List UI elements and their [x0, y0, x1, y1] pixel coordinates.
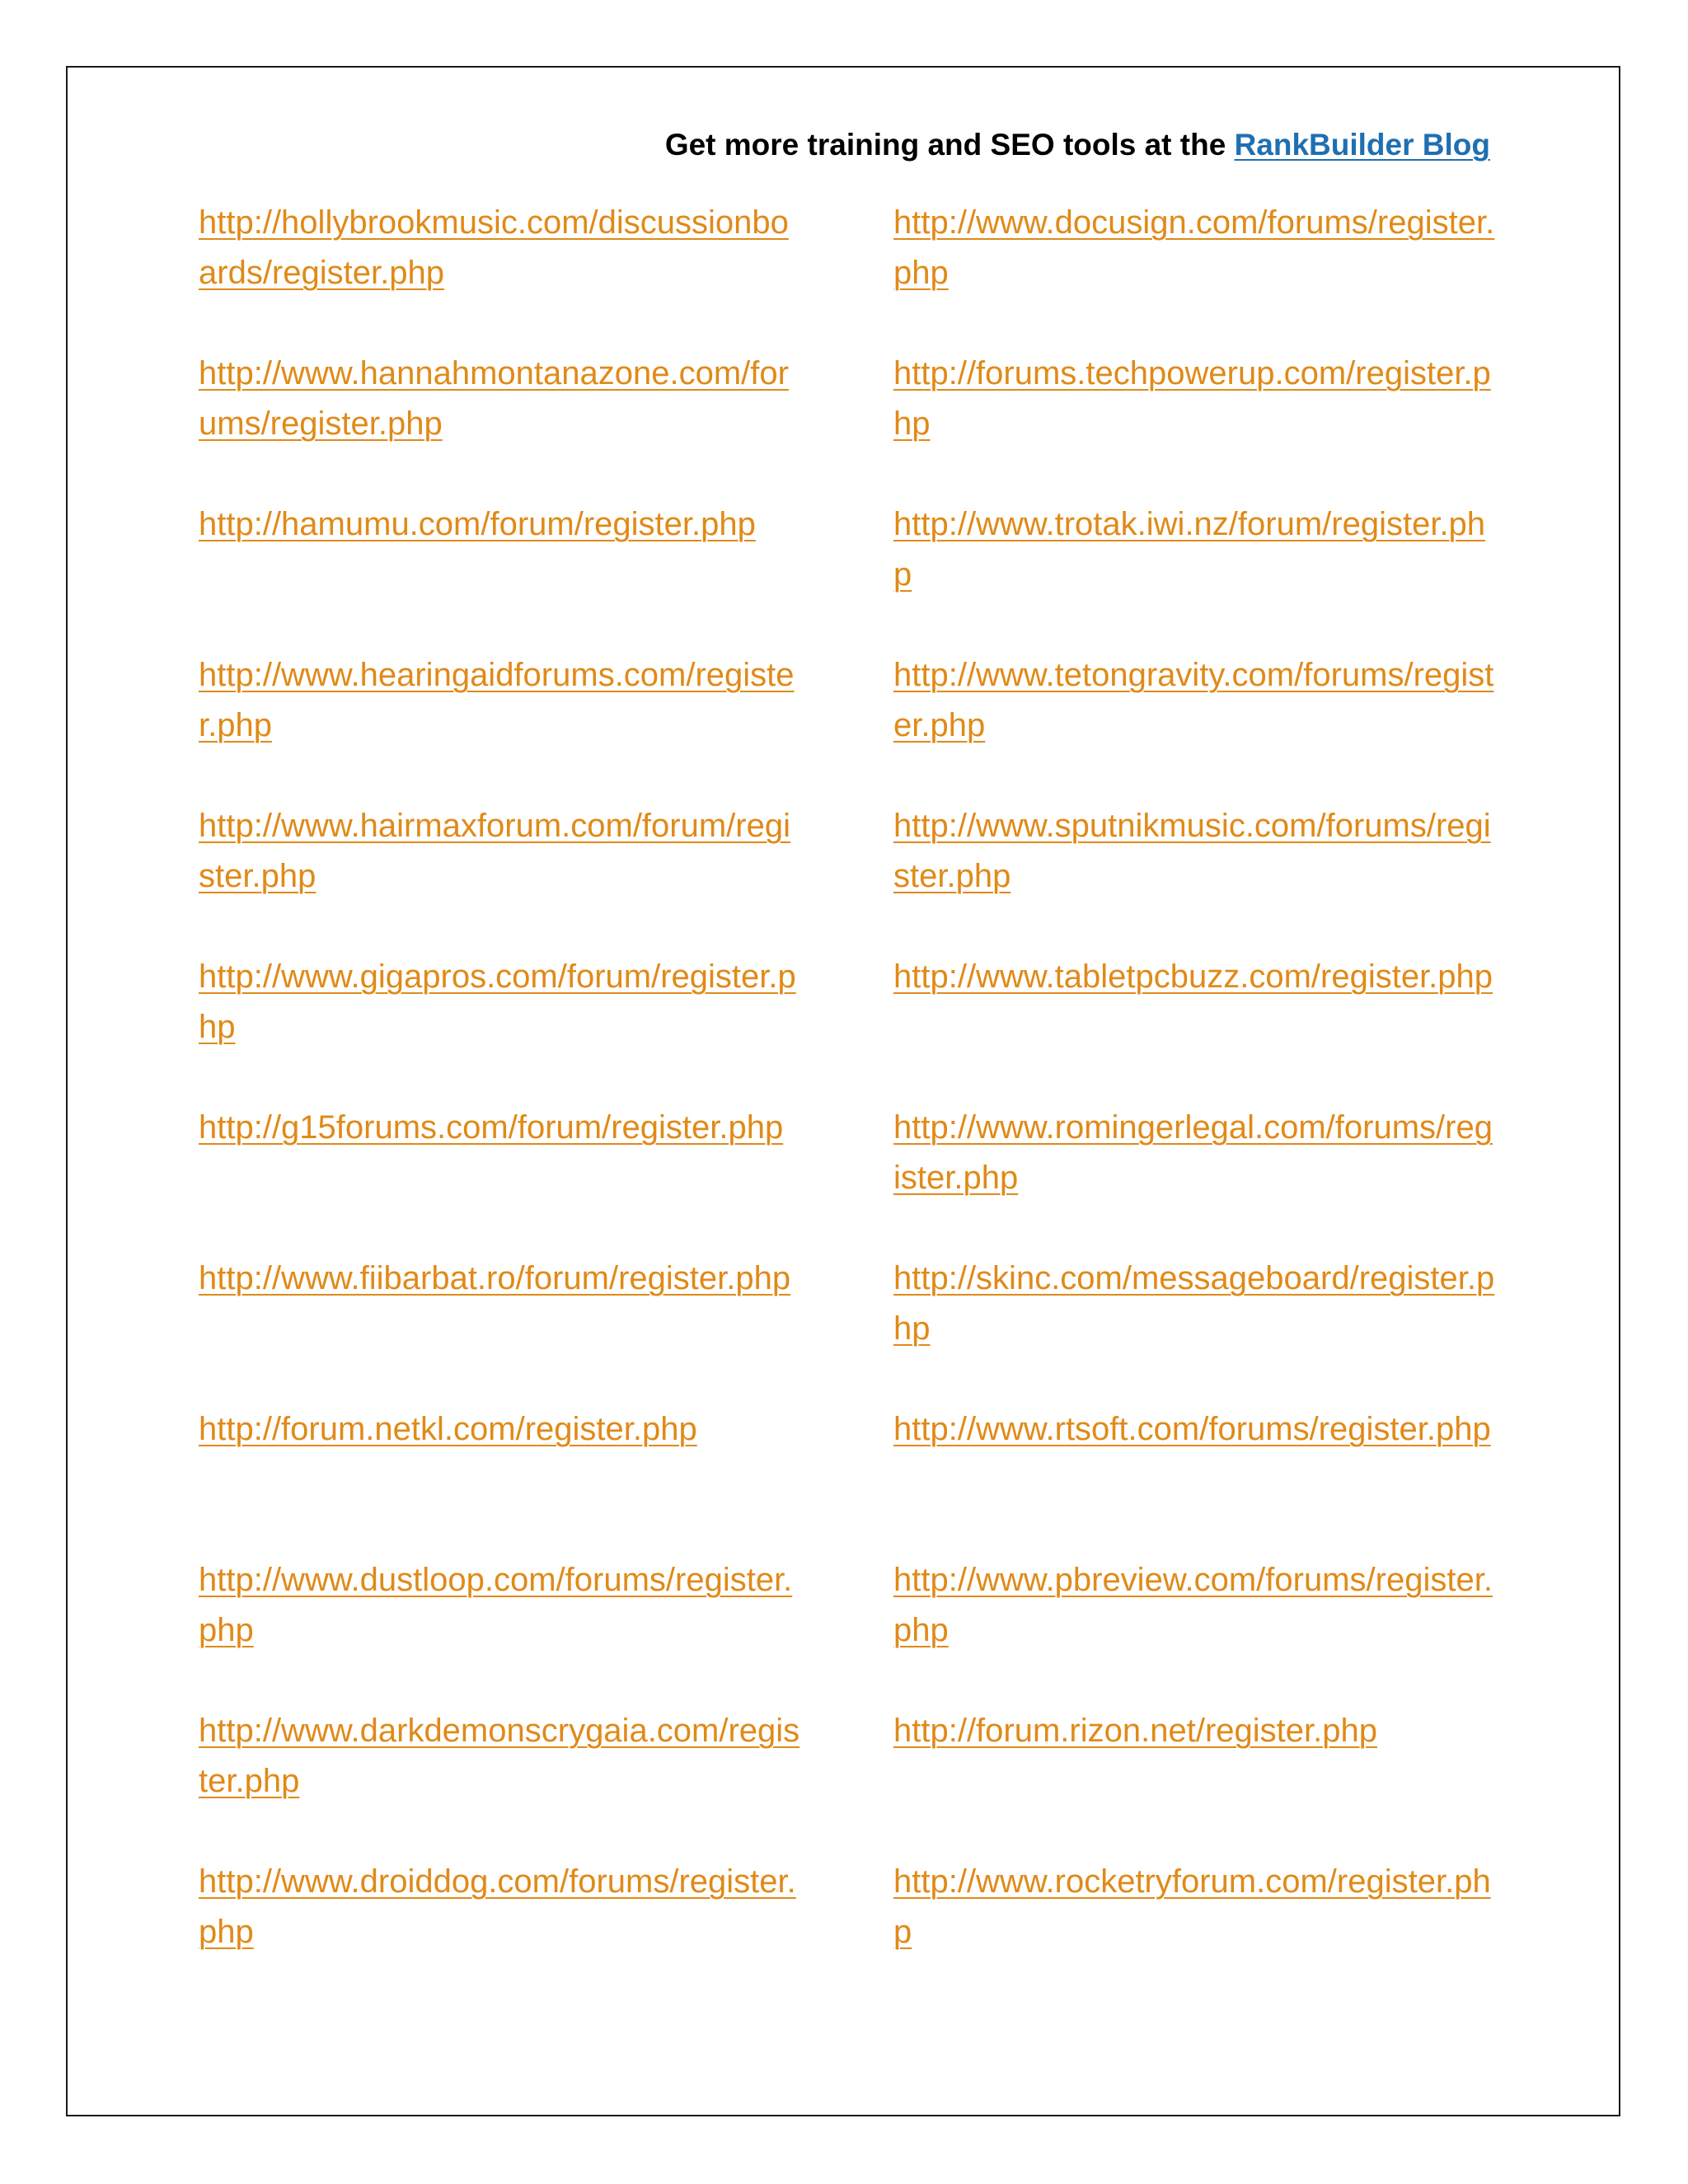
- register-link[interactable]: http://www.rocketryforum.com/register.php: [893, 1863, 1491, 1950]
- links-column-left: [199, 198, 804, 2008]
- header-prefix: Get more training and SEO tools at the: [664, 128, 1226, 162]
- register-link[interactable]: http://www.pbreview.com/forums/register.php: [893, 1562, 1493, 1648]
- register-link[interactable]: http://www.hairmaxforum.com/forum/register.php: [199, 808, 790, 894]
- register-link[interactable]: http://hamumu.com/forum/register.php: [199, 506, 756, 542]
- register-link[interactable]: http://g15forums.com/forum/register.php: [199, 1109, 784, 1146]
- links-column-right: [893, 198, 1499, 2008]
- register-link[interactable]: http://www.sputnikmusic.com/forums/register.php: [893, 808, 1491, 894]
- register-link[interactable]: http://forum.netkl.com/register.php: [199, 1411, 697, 1447]
- header-line: [665, 128, 1490, 162]
- register-link[interactable]: http://www.droiddog.com/forums/register.php: [199, 1863, 796, 1950]
- rankbuilder-blog-link[interactable]: RankBuilder Blog: [1234, 128, 1490, 162]
- register-link[interactable]: http://www.tetongravity.com/forums/register.php: [893, 657, 1494, 743]
- register-link[interactable]: http://www.docusign.com/forums/register.php: [893, 204, 1495, 291]
- register-link[interactable]: http://www.trotak.iwi.nz/forum/register.php: [893, 506, 1486, 593]
- register-link[interactable]: http://www.hearingaidforums.com/register.php: [199, 657, 795, 743]
- register-link[interactable]: http://www.darkdemonscrygaia.com/register.php: [199, 1713, 800, 1799]
- register-link[interactable]: http://www.fiibarbat.ro/forum/register.php: [199, 1260, 791, 1296]
- register-link[interactable]: http://forums.techpowerup.com/register.php: [893, 355, 1491, 442]
- register-link[interactable]: http://www.romingerlegal.com/forums/register.php: [893, 1109, 1493, 1196]
- register-link[interactable]: http://www.rtsoft.com/forums/register.php: [893, 1411, 1491, 1447]
- register-link[interactable]: http://hollybrookmusic.com/discussionboards/register.php: [199, 204, 789, 291]
- register-link[interactable]: http://forum.rizon.net/register.php: [893, 1713, 1377, 1749]
- register-link[interactable]: http://www.dustloop.com/forums/register.php: [199, 1562, 793, 1648]
- register-link[interactable]: http://skinc.com/messageboard/register.php: [893, 1260, 1495, 1347]
- register-link[interactable]: http://www.tabletpcbuzz.com/register.php: [893, 958, 1493, 995]
- register-link[interactable]: http://www.gigapros.com/forum/register.php: [199, 958, 796, 1045]
- register-link[interactable]: http://www.hannahmontanazone.com/forums/register.php: [199, 355, 789, 442]
